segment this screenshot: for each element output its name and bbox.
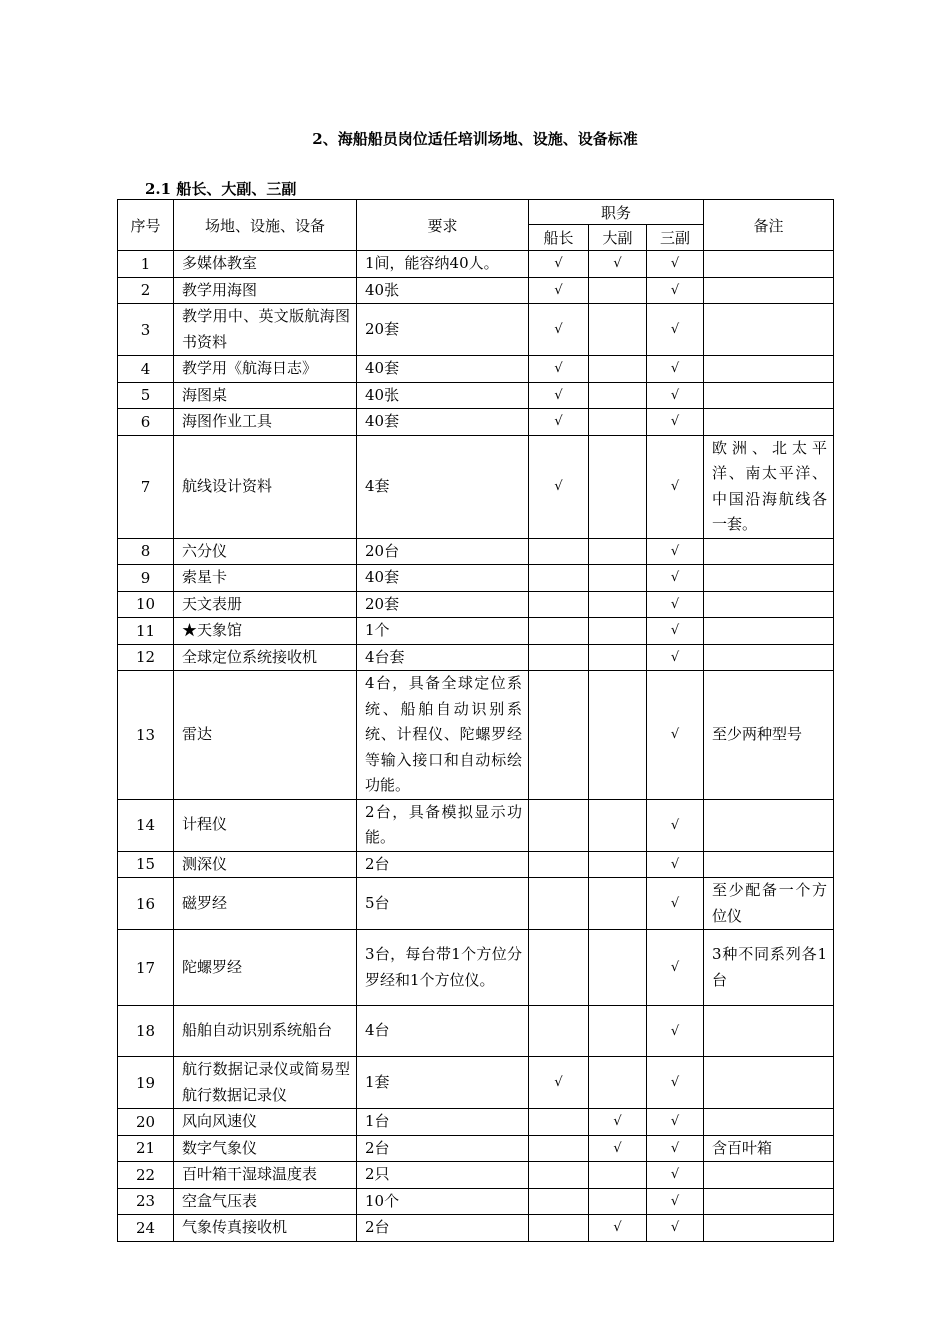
captain-mark	[529, 1109, 589, 1136]
chief-mate-mark: √	[589, 1135, 647, 1162]
row-requirement: 1套	[357, 1057, 529, 1109]
row-remark	[704, 304, 834, 356]
row-item: 陀螺罗经	[174, 930, 357, 1006]
table-row	[118, 435, 834, 538]
third-mate-mark: √	[647, 671, 704, 800]
table-row	[118, 356, 834, 383]
chief-mate-mark: √	[589, 1109, 647, 1136]
row-item: ★天象馆	[174, 618, 357, 645]
third-mate-mark: √	[647, 251, 704, 278]
table-row	[118, 1188, 834, 1215]
row-number: 4	[118, 356, 174, 383]
row-item: 教学用《航海日志》	[174, 356, 357, 383]
row-number: 24	[118, 1215, 174, 1242]
third-mate-mark: √	[647, 644, 704, 671]
row-item: 全球定位系统接收机	[174, 644, 357, 671]
header-duty: 职务	[529, 200, 704, 225]
row-requirement: 3台，每台带1个方位分罗经和1个方位仪。	[357, 930, 529, 1006]
row-item: 磁罗经	[174, 878, 357, 930]
row-remark: 至少两种型号	[704, 671, 834, 800]
table-row	[118, 644, 834, 671]
header-item: 场地、设施、设备	[174, 200, 357, 251]
row-remark	[704, 1188, 834, 1215]
captain-mark	[529, 1215, 589, 1242]
row-item: 测深仪	[174, 851, 357, 878]
third-mate-mark: √	[647, 409, 704, 436]
row-number: 2	[118, 277, 174, 304]
table-row	[118, 1006, 834, 1057]
captain-mark	[529, 538, 589, 565]
row-number: 8	[118, 538, 174, 565]
row-item: 教学用中、英文版航海图书资料	[174, 304, 357, 356]
row-number: 3	[118, 304, 174, 356]
chief-mate-mark	[589, 644, 647, 671]
captain-mark	[529, 591, 589, 618]
row-requirement: 40套	[357, 565, 529, 592]
table-row	[118, 538, 834, 565]
third-mate-mark: √	[647, 1188, 704, 1215]
row-number: 7	[118, 435, 174, 538]
table-row	[118, 382, 834, 409]
chief-mate-mark	[589, 930, 647, 1006]
chief-mate-mark	[589, 565, 647, 592]
row-item: 教学用海图	[174, 277, 357, 304]
chief-mate-mark	[589, 591, 647, 618]
row-requirement: 1台	[357, 1109, 529, 1136]
row-requirement: 20套	[357, 304, 529, 356]
chief-mate-mark	[589, 1188, 647, 1215]
row-number: 23	[118, 1188, 174, 1215]
row-item: 船舶自动识别系统船台	[174, 1006, 357, 1057]
row-number: 22	[118, 1162, 174, 1189]
captain-mark: √	[529, 356, 589, 383]
third-mate-mark: √	[647, 1057, 704, 1109]
row-remark	[704, 1215, 834, 1242]
row-item: 航行数据记录仪或简易型航行数据记录仪	[174, 1057, 357, 1109]
chief-mate-mark	[589, 304, 647, 356]
row-remark	[704, 356, 834, 383]
chief-mate-mark	[589, 538, 647, 565]
row-number: 9	[118, 565, 174, 592]
row-number: 17	[118, 930, 174, 1006]
row-item: 航线设计资料	[174, 435, 357, 538]
row-requirement: 40套	[357, 409, 529, 436]
row-requirement: 4套	[357, 435, 529, 538]
row-remark	[704, 565, 834, 592]
table-row	[118, 1135, 834, 1162]
row-number: 18	[118, 1006, 174, 1057]
third-mate-mark: √	[647, 382, 704, 409]
row-remark: 3种不同系列各1台	[704, 930, 834, 1006]
row-item: 计程仪	[174, 799, 357, 851]
row-remark: 含百叶箱	[704, 1135, 834, 1162]
captain-mark	[529, 565, 589, 592]
captain-mark	[529, 851, 589, 878]
third-mate-mark: √	[647, 1215, 704, 1242]
row-remark	[704, 799, 834, 851]
table-row	[118, 851, 834, 878]
chief-mate-mark	[589, 382, 647, 409]
row-number: 12	[118, 644, 174, 671]
captain-mark: √	[529, 382, 589, 409]
row-item: 百叶箱干湿球温度表	[174, 1162, 357, 1189]
chief-mate-mark	[589, 409, 647, 436]
row-requirement: 2台	[357, 1135, 529, 1162]
table-row	[118, 277, 834, 304]
table-row	[118, 618, 834, 645]
chief-mate-mark	[589, 878, 647, 930]
header-third-mate: 三副	[647, 225, 704, 251]
row-requirement: 40套	[357, 356, 529, 383]
captain-mark: √	[529, 409, 589, 436]
row-remark	[704, 1109, 834, 1136]
row-requirement: 5台	[357, 878, 529, 930]
chief-mate-mark	[589, 851, 647, 878]
row-requirement: 2台	[357, 851, 529, 878]
captain-mark	[529, 930, 589, 1006]
row-requirement: 1间，能容纳40人。	[357, 251, 529, 278]
chief-mate-mark	[589, 356, 647, 383]
chief-mate-mark	[589, 1006, 647, 1057]
row-item: 雷达	[174, 671, 357, 800]
third-mate-mark: √	[647, 435, 704, 538]
chief-mate-mark: √	[589, 1215, 647, 1242]
page-title: 2、海船船员岗位适任培训场地、设施、设备标准	[312, 130, 638, 148]
captain-mark	[529, 1188, 589, 1215]
row-number: 1	[118, 251, 174, 278]
third-mate-mark: √	[647, 304, 704, 356]
chief-mate-mark	[589, 618, 647, 645]
row-item: 多媒体教室	[174, 251, 357, 278]
row-requirement: 40张	[357, 277, 529, 304]
captain-mark	[529, 799, 589, 851]
captain-mark: √	[529, 435, 589, 538]
third-mate-mark: √	[647, 878, 704, 930]
row-remark	[704, 251, 834, 278]
equipment-table	[117, 199, 834, 1242]
row-number: 16	[118, 878, 174, 930]
row-remark: 欧洲、北太平洋、南太平洋、中国沿海航线各一套。	[704, 435, 834, 538]
table-row	[118, 409, 834, 436]
row-remark	[704, 538, 834, 565]
row-item: 六分仪	[174, 538, 357, 565]
third-mate-mark: √	[647, 591, 704, 618]
row-remark	[704, 382, 834, 409]
third-mate-mark: √	[647, 1135, 704, 1162]
table-row	[118, 1162, 834, 1189]
row-requirement: 40张	[357, 382, 529, 409]
row-item: 索星卡	[174, 565, 357, 592]
row-number: 11	[118, 618, 174, 645]
row-remark	[704, 1006, 834, 1057]
row-number: 19	[118, 1057, 174, 1109]
row-requirement: 20台	[357, 538, 529, 565]
row-requirement: 20套	[357, 591, 529, 618]
row-requirement: 4台，具备全球定位系统、船舶自动识别系统、计程仪、陀螺罗经等输入接口和自动标绘功能。	[357, 671, 529, 800]
table-row	[118, 671, 834, 800]
row-remark	[704, 277, 834, 304]
row-number: 15	[118, 851, 174, 878]
captain-mark: √	[529, 1057, 589, 1109]
captain-mark	[529, 1162, 589, 1189]
table-row	[118, 565, 834, 592]
third-mate-mark: √	[647, 277, 704, 304]
row-requirement: 4台	[357, 1006, 529, 1057]
table-row	[118, 591, 834, 618]
row-item: 海图桌	[174, 382, 357, 409]
row-number: 13	[118, 671, 174, 800]
third-mate-mark: √	[647, 618, 704, 645]
row-remark	[704, 1057, 834, 1109]
row-number: 5	[118, 382, 174, 409]
row-requirement: 2只	[357, 1162, 529, 1189]
chief-mate-mark	[589, 799, 647, 851]
table-row	[118, 878, 834, 930]
row-number: 10	[118, 591, 174, 618]
row-remark	[704, 1162, 834, 1189]
row-requirement: 2台	[357, 1215, 529, 1242]
third-mate-mark: √	[647, 799, 704, 851]
captain-mark	[529, 618, 589, 645]
third-mate-mark: √	[647, 1109, 704, 1136]
captain-mark	[529, 644, 589, 671]
row-item: 海图作业工具	[174, 409, 357, 436]
row-number: 20	[118, 1109, 174, 1136]
chief-mate-mark	[589, 1057, 647, 1109]
header-requirement: 要求	[357, 200, 529, 251]
row-item: 气象传真接收机	[174, 1215, 357, 1242]
row-item: 风向风速仪	[174, 1109, 357, 1136]
captain-mark: √	[529, 304, 589, 356]
table-row	[118, 304, 834, 356]
chief-mate-mark	[589, 277, 647, 304]
header-chief-mate: 大副	[589, 225, 647, 251]
section-subtitle: 2.1 船长、大副、三副	[145, 180, 297, 198]
header-remark: 备注	[704, 200, 834, 251]
third-mate-mark: √	[647, 851, 704, 878]
row-number: 21	[118, 1135, 174, 1162]
table-row	[118, 930, 834, 1006]
row-number: 6	[118, 409, 174, 436]
chief-mate-mark: √	[589, 251, 647, 278]
third-mate-mark: √	[647, 565, 704, 592]
third-mate-mark: √	[647, 930, 704, 1006]
row-requirement: 10个	[357, 1188, 529, 1215]
row-remark: 至少配备一个方位仪	[704, 878, 834, 930]
chief-mate-mark	[589, 1162, 647, 1189]
row-remark	[704, 591, 834, 618]
header-row	[118, 200, 834, 225]
third-mate-mark: √	[647, 538, 704, 565]
third-mate-mark: √	[647, 1162, 704, 1189]
row-remark	[704, 409, 834, 436]
row-remark	[704, 618, 834, 645]
row-item: 数字气象仪	[174, 1135, 357, 1162]
row-item: 天文表册	[174, 591, 357, 618]
captain-mark: √	[529, 277, 589, 304]
captain-mark	[529, 1135, 589, 1162]
third-mate-mark: √	[647, 1006, 704, 1057]
row-requirement: 2台，具备模拟显示功能。	[357, 799, 529, 851]
row-remark	[704, 644, 834, 671]
table-row	[118, 251, 834, 278]
row-number: 14	[118, 799, 174, 851]
captain-mark: √	[529, 251, 589, 278]
captain-mark	[529, 671, 589, 800]
row-requirement: 4台套	[357, 644, 529, 671]
captain-mark	[529, 1006, 589, 1057]
row-remark	[704, 851, 834, 878]
chief-mate-mark	[589, 671, 647, 800]
third-mate-mark: √	[647, 356, 704, 383]
table-row	[118, 1215, 834, 1242]
chief-mate-mark	[589, 435, 647, 538]
table-row	[118, 799, 834, 851]
captain-mark	[529, 878, 589, 930]
header-no: 序号	[118, 200, 174, 251]
row-item: 空盒气压表	[174, 1188, 357, 1215]
row-requirement: 1个	[357, 618, 529, 645]
table-row	[118, 1057, 834, 1109]
table-row	[118, 1109, 834, 1136]
header-captain: 船长	[529, 225, 589, 251]
